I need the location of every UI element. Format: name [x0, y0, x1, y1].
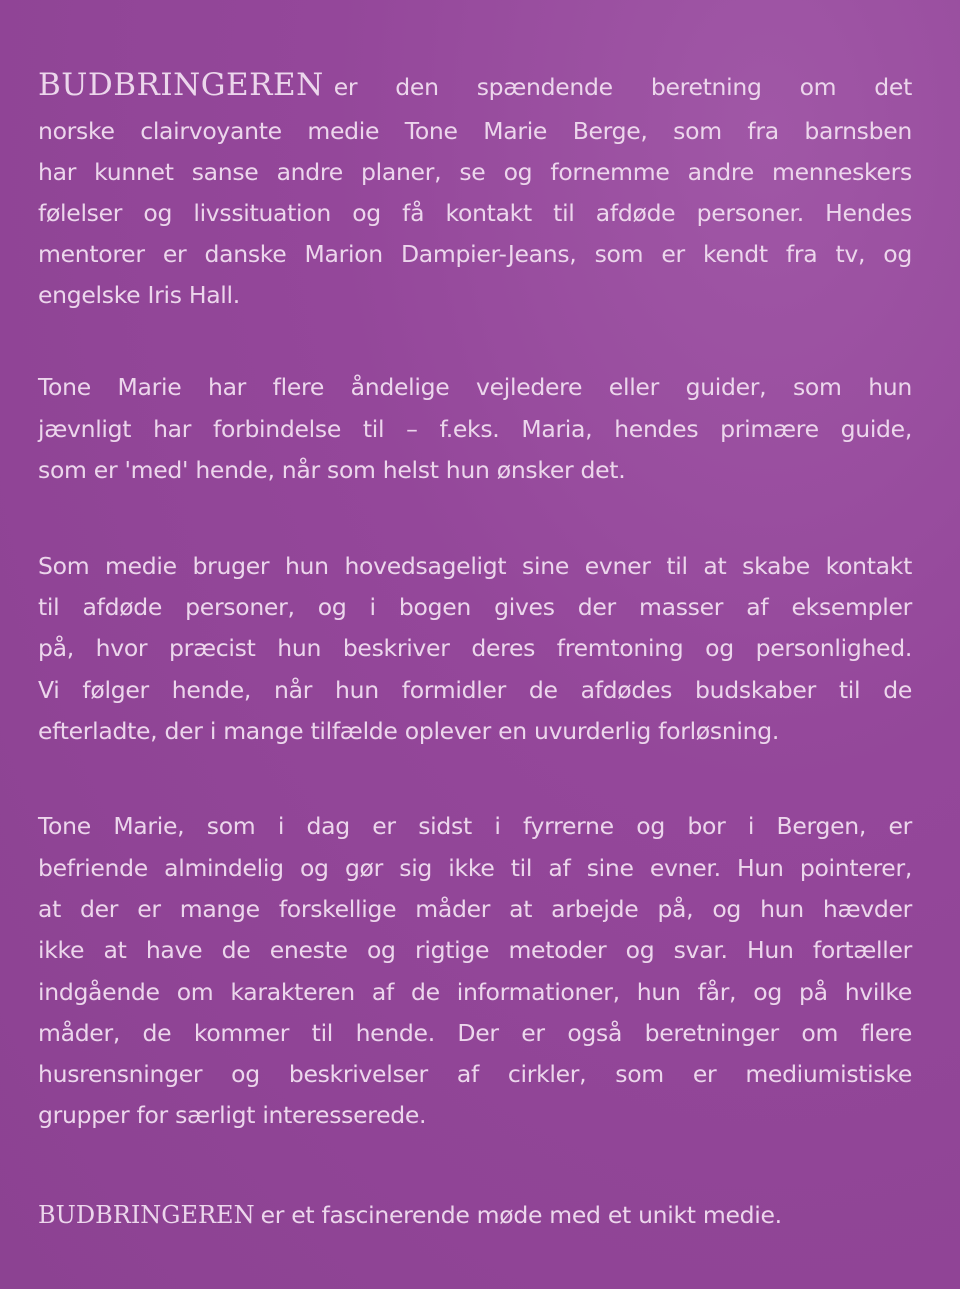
- text-line: engelske Iris Hall.: [38, 281, 240, 309]
- text-line: som er 'med' hende, når som helst hun ønsker det.: [38, 456, 626, 484]
- text-line: måder, de kommer til hende. Der er også beretninger om flere: [38, 1019, 912, 1047]
- text-line: ikke at have de eneste og rigtige metoder og svar. Hun fortæller: [38, 936, 912, 964]
- text: er et fascinerende møde med et unikt medie.: [260, 1201, 782, 1229]
- text-line: jævnligt har forbindelse til – f.eks. Maria, hendes primære guide,: [38, 415, 912, 443]
- text-line: Tone Marie har flere åndelige vejledere eller guider, som hun: [38, 373, 912, 401]
- text-line: efterladte, der i mange tilfælde oplever en uvurderlig forløsning.: [38, 717, 780, 745]
- text-line: til afdøde personer, og i bogen gives der masser af eksempler: [38, 593, 912, 621]
- text-line: befriende almindelig og gør sig ikke til af sine evner. Hun pointerer,: [38, 854, 912, 882]
- text-line: på, hvor præcist hun beskriver deres fremtoning og personlighed.: [38, 634, 912, 662]
- text-line: grupper for særligt interesserede.: [38, 1101, 427, 1129]
- closing-line: [38, 1198, 782, 1232]
- book-title-closing: BUDBRINGEREN: [38, 1201, 255, 1229]
- text-line: at der er mange forskellige måder at arbejde på, og hun hævder: [38, 895, 912, 923]
- text-line: norske clairvoyante medie Tone Marie Berge, som fra barnsben: [38, 117, 912, 145]
- text-line: mentorer er danske Marion Dampier-Jeans, som er kendt fra tv, og: [38, 240, 912, 268]
- text: er den spændende beretning om det: [333, 73, 912, 101]
- text-line: har kunnet sanse andre planer, se og fornemme andre menneskers: [38, 158, 912, 186]
- text-line: Tone Marie, som i dag er sidst i fyrrerne og bor i Bergen, er: [38, 812, 912, 840]
- text-line: følelser og livssituation og få kontakt til afdøde personer. Hendes: [38, 199, 912, 227]
- text-line: Som medie bruger hun hovedsageligt sine evner til at skabe kontakt: [38, 552, 912, 580]
- text-line: indgående om karakteren af de informationer, hun får, og på hvilke: [38, 978, 912, 1006]
- book-title: BUDBRINGEREN: [38, 67, 324, 103]
- paragraph-1-line-1: [38, 68, 912, 102]
- text-line: Vi følger hende, når hun formidler de afdødes budskaber til de: [38, 676, 912, 704]
- text-line: husrensninger og beskrivelser af cirkler, som er mediumistiske: [38, 1060, 912, 1088]
